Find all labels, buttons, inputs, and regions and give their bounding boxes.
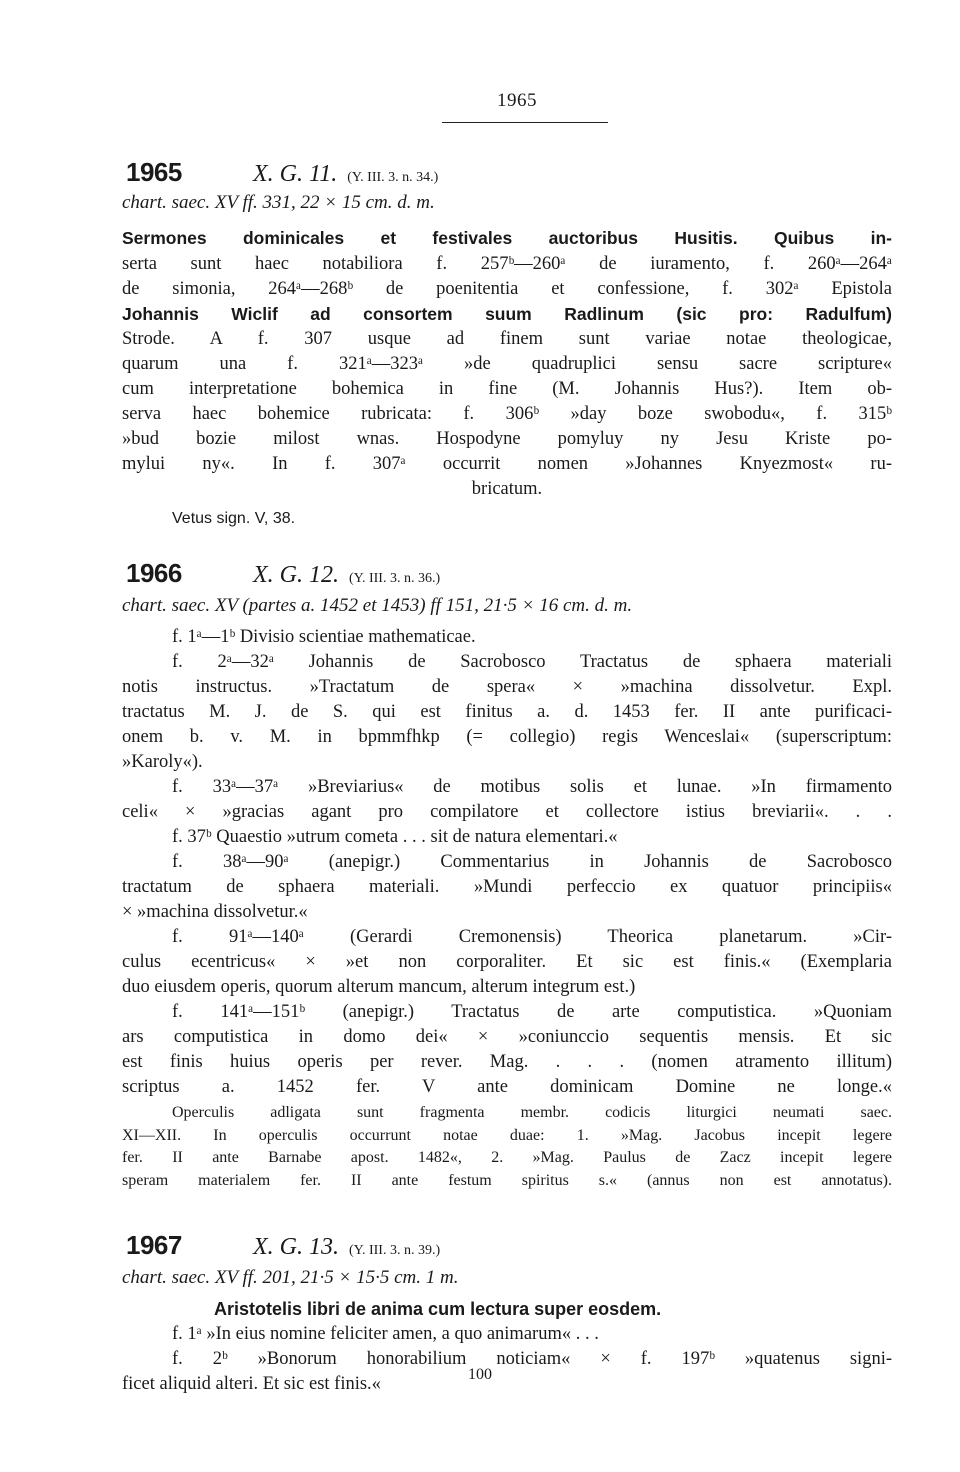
body-line: Sermones dominicales et festivales auctoribus Husitis. Quibus in- xyxy=(122,228,892,248)
body-line: »bud bozie milost wnas. Hospodyne pomyluy ny Jesu Kriste po- xyxy=(122,429,892,449)
body-line: serva haec bohemice rubricata: f. 306ᵇ »day boze swobodu«, f. 315ᵇ xyxy=(122,404,892,424)
entry-description: chart. saec. XV (partes a. 1452 et 1453) ff 151, 21·5 × 16 cm. d. m. xyxy=(122,595,633,616)
page-number: 100 xyxy=(468,1366,492,1383)
body-line: »Karoly«). xyxy=(122,752,203,772)
entry-signature: X. G. 12. xyxy=(253,562,339,588)
body-line: tractatus M. J. de S. qui est finitus a. d. 1453 fer. II ante purificaci- xyxy=(122,702,892,722)
body-line: ars computistica in domo dei« × »coniunccio sequentis mensis. Et sic xyxy=(122,1027,892,1047)
body-line: f. 91ᵃ—140ᵃ (Gerardi Cremonensis) Theorica planetarum. »Cir- xyxy=(172,927,892,947)
entry-number: 1965 xyxy=(126,157,182,187)
body-line: serta sunt haec notabiliora f. 257ᵇ—260ᵃ de iuramento, f. 260ᵃ—264ᵃ xyxy=(122,254,892,274)
entry-old-signature: (Y. III. 3. n. 36.) xyxy=(349,571,441,586)
entry-signature: X. G. 11. xyxy=(253,161,338,187)
body-line: f. 1ᵃ—1ᵇ Divisio scientiae mathematicae. xyxy=(172,627,476,647)
body-line: celi« × »gracias agant pro compilatore et collectore istius breviarii«. . . xyxy=(122,802,892,822)
entry-1965 xyxy=(122,157,892,528)
body-line: bricatum. xyxy=(471,479,543,499)
entry-description: chart. saec. XV ff. 331, 22 × 15 cm. d. m. xyxy=(122,192,435,213)
note-line: XI—XII. In operculis occurrunt notae duae: 1. »Mag. Jacobus incepit legere xyxy=(122,1126,892,1144)
note-line: Operculis adligata sunt fragmenta membr. codicis liturgici neumati saec. xyxy=(172,1104,892,1121)
entry-title: Aristotelis libri de anima cum lectura super eosdem. xyxy=(214,1299,662,1319)
body-line: notis instructus. »Tractatum de spera« × »machina dissolvetur. Expl. xyxy=(122,677,892,697)
body-line: scriptus a. 1452 fer. V ante dominicam Domine ne longe.« xyxy=(122,1077,892,1097)
header-rule xyxy=(442,122,608,123)
running-head: 1965 xyxy=(497,90,537,111)
body-line: f. 33ᵃ—37ᵃ »Breviarius« de motibus solis et lunae. »In firmamento xyxy=(172,777,892,797)
body-line: f. 37ᵇ Quaestio »utrum cometa . . . sit de natura elementari.« xyxy=(172,827,618,847)
body-line: mylui ny«. In f. 307ᵃ occurrit nomen »Johannes Knyezmost« ru- xyxy=(122,454,892,474)
body-line: Johannis Wiclif ad consortem suum Radlinum (sic pro: Radulfum) xyxy=(122,304,892,324)
entry-notes xyxy=(122,1102,892,1192)
entry-number: 1966 xyxy=(126,558,182,588)
body-line: f. 1ᵃ »In eius nomine feliciter amen, a quo animarum« . . . xyxy=(172,1324,599,1344)
entry-1966 xyxy=(122,558,892,1192)
body-line: culus ecentricus« × »et non corporaliter. Et sic est finis.« (Exemplaria xyxy=(122,952,892,972)
body-line: quarum una f. 321ᵃ—323ᵃ »de quadruplici sensu sacre scripture« xyxy=(122,354,892,374)
note-line: fer. II ante Barnabe apost. 1482«, 2. »Mag. Paulus de Zacz incepit legere xyxy=(122,1149,892,1166)
body-line: Strode. A f. 307 usque ad finem sunt variae notae theologicae, xyxy=(122,329,892,349)
entry-description: chart. saec. XV ff. 201, 21·5 × 15·5 cm. 1 m. xyxy=(122,1267,459,1288)
entry-body xyxy=(122,625,892,1100)
entry-old-signature: (Y. III. 3. n. 34.) xyxy=(347,170,439,185)
page xyxy=(122,90,892,1397)
entry-heading xyxy=(122,1230,892,1261)
entry-old-signature: (Y. III. 3. n. 39.) xyxy=(349,1243,441,1258)
note-line: speram materialem fer. II ante festum spiritus s.« (annus non est annotatus). xyxy=(122,1171,892,1189)
body-line: f. 2ᵇ »Bonorum honorabilium noticiam« × f. 197ᵇ »quatenus signi- xyxy=(172,1349,892,1369)
entry-heading xyxy=(122,558,892,589)
body-line: tractatum de sphaera materiali. »Mundi perfeccio ex quatuor principiis« xyxy=(122,877,892,897)
body-line: f. 2ᵃ—32ᵃ Johannis de Sacrobosco Tractatus de sphaera materiali xyxy=(172,652,892,672)
entry-number: 1967 xyxy=(126,1230,182,1260)
entry-body xyxy=(122,226,892,502)
body-line: f. 141ᵃ—151ᵇ (anepigr.) Tractatus de arte computistica. »Quoniam xyxy=(172,1002,892,1022)
body-line: ficet aliquid alteri. Et sic est finis.« xyxy=(122,1374,381,1394)
entry-signature: X. G. 13. xyxy=(253,1234,339,1260)
body-line: de simonia, 264ᵃ—268ᵇ de poenitentia et confessione, f. 302ᵃ Epistola xyxy=(122,279,892,299)
entry-body xyxy=(122,1322,892,1397)
body-line: est finis huius operis per rever. Mag. . . . (nomen atramento illitum) xyxy=(122,1052,892,1072)
body-line: onem b. v. M. in bpmmfhkp (= collegio) regis Wenceslai« (superscriptum: xyxy=(122,727,892,747)
body-line: duo eiusdem operis, quorum alterum mancum, alterum integrum est.) xyxy=(122,977,636,997)
body-line: f. 38ᵃ—90ᵃ (anepigr.) Commentarius in Johannis de Sacrobosco xyxy=(172,852,892,872)
old-signature-note: Vetus sign. V, 38. xyxy=(172,510,296,527)
entry-heading xyxy=(122,157,892,188)
body-line: × »machina dissolvetur.« xyxy=(122,902,308,922)
body-line: cum interpretatione bohemica in fine (M. Johannis Hus?). Item ob- xyxy=(122,379,892,399)
